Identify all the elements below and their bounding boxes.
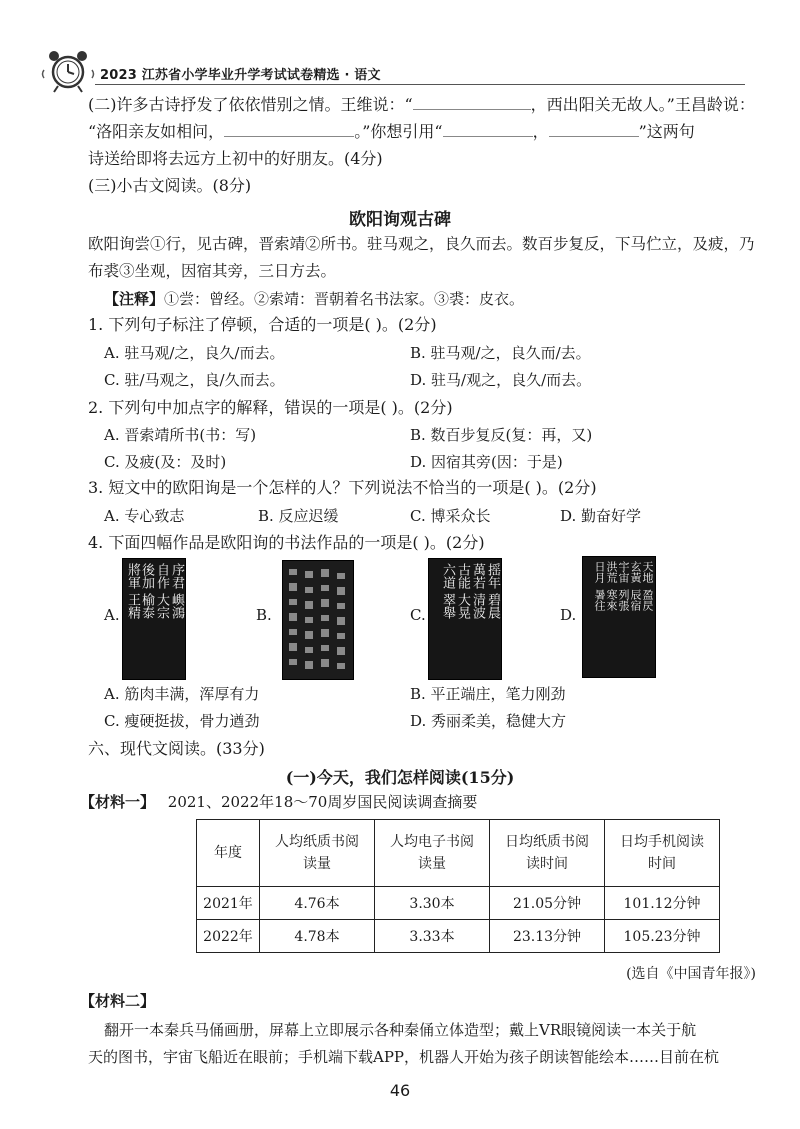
q3-option-c[interactable]: C. 博采众长	[410, 507, 491, 525]
q2-option-d[interactable]: D. 因宿其旁(因：于是)	[410, 453, 563, 471]
page-number: 46	[389, 1081, 411, 1100]
classical-notes	[104, 288, 524, 310]
q4-option-c[interactable]: C. 瘦硬挺拔，骨力遒劲	[104, 712, 260, 730]
table-row	[197, 920, 720, 953]
material-1-header	[80, 791, 477, 813]
table-header-cell: 年度	[197, 820, 260, 887]
table-cell: 2022年	[197, 920, 260, 953]
header-year: 2023	[100, 68, 137, 83]
material-1-desc: 2021、2022年18～70周岁国民阅读调查摘要	[167, 793, 478, 811]
q4-label-c[interactable]: C.	[410, 606, 426, 624]
page-header	[40, 52, 760, 92]
q4-option-b[interactable]: B. 平正端庄，笔力刚劲	[410, 685, 566, 703]
table-cell: 2021年	[197, 887, 260, 920]
q1-option-d[interactable]: D. 驻马/观之，良久/而去。	[410, 371, 592, 389]
calligraphy-image-d[interactable]: 天地 玄黃 宇宙 洪荒 日月 盈昃 辰宿 列張 寒來 暑往	[582, 556, 656, 678]
table-row	[197, 887, 720, 920]
answer-blank[interactable]	[549, 122, 639, 137]
question-3-stem: 3. 短文中的欧阳询是一个怎样的人？下列说法不恰当的一项是( )。(2分)	[88, 478, 597, 497]
q4-option-d[interactable]: D. 秀丽柔美，稳健大方	[410, 712, 567, 730]
poem-line-3: 诗送给即将去远方上初中的好朋友。(4分)	[88, 149, 383, 168]
table-header-cell: 人均纸质书阅读量	[260, 820, 375, 887]
note-text: ①尝：曾经。②索靖：晋朝着名书法家。③裘：皮衣。	[164, 290, 525, 308]
table-cell: 3.33本	[375, 920, 490, 953]
table-header-cell: 日均手机阅读时间	[605, 820, 720, 887]
modern-subtitle: (一)今天，我们怎样阅读(15分)	[285, 768, 515, 787]
q4-option-a[interactable]: A. 筋肉丰满，浑厚有力	[104, 685, 260, 703]
q4-label-b[interactable]: B.	[256, 606, 272, 624]
header-title-text: 江苏省小学毕业升学考试试卷精选 · 语文	[141, 68, 381, 83]
material-2-line-1: 翻开一本秦兵马俑画册，屏幕上立即展示各种秦俑立体造型；戴上VR眼镜阅读一本关于航	[104, 1021, 697, 1039]
q2-option-b[interactable]: B. 数百步复反(复：再，又)	[410, 426, 593, 444]
q2-option-c[interactable]: C. 及疲(及：及时)	[104, 453, 227, 471]
table-source: (选自《中国青年报》)	[626, 966, 756, 982]
classical-text-line-1: 欧阳询尝①行，见古碑，晋索靖②所书。驻马观之，良久而去。数百步复反，下马伫立，及疲，乃	[88, 235, 755, 253]
q1-option-b[interactable]: B. 驻马观/之，良久而/去。	[410, 344, 591, 362]
calligraphy-image-a[interactable]: 序君 自作 後加 將軍 嶼鴻 大宗 榆泰 王精	[122, 558, 186, 680]
classical-title: 欧阳询观古碑	[349, 210, 451, 230]
material-2-label: 【材料二】	[80, 992, 156, 1010]
q1-option-c[interactable]: C. 驻/马观之，良/久而去。	[104, 371, 285, 389]
classical-heading: (三)小古文阅读。(8分)	[88, 176, 252, 195]
answer-blank[interactable]	[443, 122, 533, 137]
q4-label-d[interactable]: D.	[560, 606, 577, 624]
alarm-clock-icon	[40, 46, 98, 94]
poem-line-1: (二)许多古诗抒发了依依惜别之情。王维说：“ ，西出阳关无故人。”王昌龄说：	[88, 95, 755, 114]
q2-option-a[interactable]: A. 晋索靖所书(书：写)	[104, 426, 257, 444]
table-cell: 105.23分钟	[605, 920, 720, 953]
question-1-stem: 1. 下列句子标注了停顿，合适的一项是( )。(2分)	[88, 315, 437, 334]
table-cell: 3.30本	[375, 887, 490, 920]
calligraphy-image-c[interactable]: 摇年 萬若 古能 六道 碧晨 清波 大晃 翠舉	[428, 558, 502, 680]
table-header-cell: 人均电子书阅读量	[375, 820, 490, 887]
table-header-cell: 日均纸质书阅读时间	[490, 820, 605, 887]
modern-heading: 六、现代文阅读。(33分)	[88, 739, 265, 758]
question-2-stem: 2. 下列句中加点字的解释，错误的一项是( )。(2分)	[88, 398, 453, 417]
answer-blank[interactable]	[224, 122, 354, 137]
q4-label-a[interactable]: A.	[104, 606, 120, 624]
table-cell: 21.05分钟	[490, 887, 605, 920]
note-label: 【注释】	[104, 290, 165, 308]
header-rule	[95, 84, 745, 85]
table-cell: 4.76本	[260, 887, 375, 920]
question-4-stem: 4. 下面四幅作品是欧阳询的书法作品的一项是( )。(2分)	[88, 533, 485, 552]
classical-text-line-2: 布裘③坐观，因宿其旁，三日方去。	[88, 262, 337, 280]
table-header-row	[197, 820, 720, 887]
material-2-line-2: 天的图书，宇宙飞船近在眼前；手机端下载APP，机器人开始为孩子朗读智能绘本……目前在杭	[88, 1048, 720, 1066]
table-cell: 101.12分钟	[605, 887, 720, 920]
header-title	[100, 64, 381, 83]
table-cell: 23.13分钟	[490, 920, 605, 953]
q3-option-a[interactable]: A. 专心致志	[104, 507, 185, 525]
calligraphy-image-b[interactable]	[282, 560, 354, 680]
q1-option-a[interactable]: A. 驻马观/之，良久/而去。	[104, 344, 285, 362]
q3-option-b[interactable]: B. 反应迟缓	[258, 507, 339, 525]
q3-option-d[interactable]: D. 勤奋好学	[560, 507, 642, 525]
reading-survey-table	[196, 819, 720, 953]
table-cell: 4.78本	[260, 920, 375, 953]
answer-blank[interactable]	[413, 95, 531, 110]
poem-line-2: “洛阳亲友如相问， 。”你想引用“ ， ”这两句	[88, 122, 695, 141]
material-1-label: 【材料一】	[80, 793, 156, 811]
